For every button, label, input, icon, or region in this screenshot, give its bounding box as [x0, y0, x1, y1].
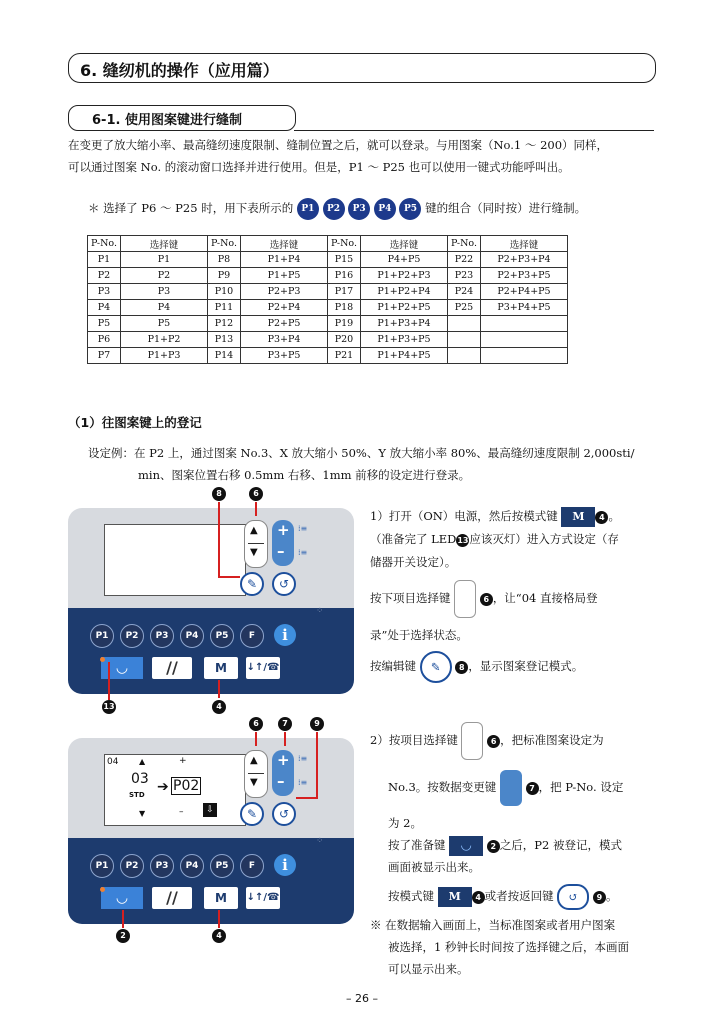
p4-key[interactable]: P4 [180, 624, 204, 648]
lcd-up-arrow-icon: ▲ [139, 757, 146, 766]
combo-note-prefix: ＊ 选择了 P6 ～ P25 时，用下表所示的 [88, 201, 294, 215]
down-arrow-icon: ▼ [250, 777, 258, 788]
header-key: 选择键 [121, 236, 208, 252]
step2-line4 [370, 834, 670, 856]
operation-panel-1 [68, 508, 354, 694]
leader-2 [122, 910, 124, 928]
pno-cell: P9 [208, 268, 241, 284]
lcd-item-number: 04 [107, 757, 119, 767]
step1-text: 应该灭灯）进入方式设定（存 [469, 532, 619, 546]
header-key: 选择键 [241, 236, 328, 252]
return-key-inline: ↺ [557, 884, 589, 910]
edit-key[interactable]: ✎ [240, 572, 264, 596]
step2-text: 按了准备键 [388, 838, 446, 852]
key-cell: P2+P4+P5 [481, 284, 568, 300]
intro-paragraph [68, 134, 668, 178]
pno-cell: P6 [88, 332, 121, 348]
leader-6 [255, 502, 257, 516]
table-row [88, 300, 568, 316]
leader-4 [218, 680, 220, 698]
ready-key-inline: ◡ [449, 836, 483, 856]
key-cell: P3+P5 [241, 348, 328, 364]
minus-icon: – [277, 542, 285, 560]
key-cell: P1+P3+P4 [361, 316, 448, 332]
example-line-2: min、图案位置右移 0.5mm 右移、1mm 前移的设定进行登录。 [138, 468, 471, 482]
key-cell: P1+P2+P3 [361, 268, 448, 284]
reset-key[interactable]: // [152, 887, 192, 909]
plus-icon: + [277, 751, 290, 769]
speed-down-icon: ⁞≡ [298, 548, 308, 557]
winder-key[interactable]: ↓↑/☎ [246, 887, 280, 909]
header-pno: P-No. [208, 236, 241, 252]
intro-line-2: 可以通过图案 No. 的滚动窗口选择并进行使用。但是，P1 ～ P25 也可以使用一键式功能呼叫出。 [68, 160, 570, 174]
lcd-screen [104, 524, 246, 596]
step1-line5: 录”处于选择状态。 [370, 628, 468, 642]
lcd-p-number: P02 [173, 778, 200, 794]
pno-cell: P20 [328, 332, 361, 348]
p5-key[interactable]: P5 [210, 624, 234, 648]
p5-key-icon: P5 [399, 198, 421, 220]
step1-text: 按下项目选择键 [370, 591, 451, 605]
ref-6: 6 [487, 735, 500, 748]
step2-text: 2）按项目选择键 [370, 733, 458, 747]
callout-4: 4 [212, 929, 226, 943]
speed-down-icon: ⁞≡ [298, 778, 308, 787]
callout-4: 4 [212, 700, 226, 714]
down-arrow-icon: ▼ [250, 547, 258, 558]
lcd-register-icon: ⇩ [203, 803, 217, 817]
pno-cell: P10 [208, 284, 241, 300]
intro-line-1: 在变更了放大缩小率、最高缝纫速度限制、缝制位置之后，就可以登录。与用图案（No.1 ～ 200）同样， [68, 138, 609, 152]
plus-icon: + [277, 521, 290, 539]
step2-note-3: 可以显示出来。 [388, 962, 469, 976]
p3-key[interactable]: P3 [150, 624, 174, 648]
header-pno: P-No. [328, 236, 361, 252]
ref-8: 8 [455, 661, 468, 674]
step1-text: ，显示图案登记模式。 [468, 659, 584, 673]
p-key-combination-table [87, 235, 568, 364]
edit-key-inline: ✎ [420, 651, 452, 683]
data-change-key-inline [500, 770, 522, 806]
pno-cell: P15 [328, 252, 361, 268]
step1-line6 [370, 651, 660, 683]
key-cell: P1+P4+P5 [361, 348, 448, 364]
step2-text: 按模式键 [388, 889, 434, 903]
pno-cell: P24 [448, 284, 481, 300]
step2-line1 [370, 722, 670, 760]
return-key[interactable]: ↺ [272, 572, 296, 596]
mode-key[interactable]: M [204, 887, 238, 909]
callout-2: 2 [116, 929, 130, 943]
pno-cell: P17 [328, 284, 361, 300]
step2-text: ，把标准图案设定为 [500, 733, 604, 747]
table-row [88, 348, 568, 364]
pno-cell [448, 316, 481, 332]
p1-key-icon: P1 [297, 198, 319, 220]
divider [248, 773, 264, 774]
combo-note [88, 197, 586, 220]
ready-led [100, 887, 105, 892]
table-row [88, 316, 568, 332]
leader-13 [108, 662, 110, 700]
key-cell [481, 332, 568, 348]
callout-8: 8 [212, 487, 226, 501]
step1-text: （准备完了 LED [370, 532, 457, 546]
information-key[interactable]: i [274, 624, 296, 646]
pno-cell: P22 [448, 252, 481, 268]
step1-line3: 储器开关设定）。 [370, 555, 457, 569]
p3-key-icon: P3 [348, 198, 370, 220]
key-cell: P5 [121, 316, 208, 332]
step-2 [370, 722, 670, 980]
lcd-screen [104, 754, 246, 826]
ref-13: 13 [457, 535, 469, 545]
item-select-key[interactable] [244, 520, 268, 568]
registration-subtitle: （1）往图案键上的登记 [68, 415, 202, 430]
callout-6: 6 [249, 487, 263, 501]
step1-text: 1）打开（ON）电源，然后按模式键 [370, 509, 558, 523]
leader-4 [218, 910, 220, 928]
key-cell [481, 348, 568, 364]
minus-icon: – [277, 772, 285, 790]
callout-7: 7 [278, 717, 292, 731]
ref-6: 6 [480, 593, 493, 606]
step2-text: 之后，P2 被登记，模式 [499, 838, 623, 852]
p2-key[interactable]: P2 [120, 854, 144, 878]
reset-key[interactable]: // [152, 657, 192, 679]
panel-key-area [68, 608, 354, 694]
lcd-down-arrow-icon: ▼ [139, 809, 146, 818]
operation-panel-2 [68, 738, 354, 924]
table-row [88, 284, 568, 300]
mode-key-inline: M [438, 887, 472, 907]
key-cell: P1+P3 [121, 348, 208, 364]
step2-note-1: ※ 在数据输入画面上，当标准图案或者用户图案 [370, 918, 616, 932]
p5-key[interactable]: P5 [210, 854, 234, 878]
step-1 [370, 505, 660, 683]
p4-key-icon: P4 [374, 198, 396, 220]
lcd-pattern-number: 03 [131, 771, 149, 787]
ready-led [100, 657, 105, 662]
pno-cell: P19 [328, 316, 361, 332]
step2-text: 或者按返回键 [484, 889, 554, 903]
leader-9-h [296, 797, 318, 799]
pno-cell: P5 [88, 316, 121, 332]
pno-cell: P23 [448, 268, 481, 284]
item-select-key-inline [454, 580, 476, 618]
data-change-key[interactable] [272, 750, 294, 796]
callout-6: 6 [249, 717, 263, 731]
header-key: 选择键 [481, 236, 568, 252]
table-row [88, 332, 568, 348]
lcd-plus-icon: + [179, 756, 187, 766]
pno-cell: P16 [328, 268, 361, 284]
step2-text: No.3。按数据变更键 [388, 780, 497, 794]
sensor-dots: ⁘ [316, 606, 324, 616]
winder-key[interactable]: ↓↑/☎ [246, 657, 280, 679]
lcd-std-label: STD [129, 791, 145, 799]
f-key[interactable]: F [240, 624, 264, 648]
key-cell: P2+P5 [241, 316, 328, 332]
ready-key[interactable]: ◡ [101, 887, 143, 909]
sensor-dots: ⁘ [316, 836, 324, 846]
pno-cell: P14 [208, 348, 241, 364]
ref-9: 9 [593, 891, 606, 904]
step1-text: ，让“04 直接格局登 [492, 591, 598, 605]
p4-key[interactable]: P4 [180, 854, 204, 878]
mode-key[interactable]: M [204, 657, 238, 679]
pno-cell: P21 [328, 348, 361, 364]
pno-cell: P7 [88, 348, 121, 364]
section-title: 6. 缝纫机的操作（应用篇） [80, 61, 279, 80]
step1-line2 [370, 528, 660, 551]
ref-4: 4 [472, 891, 485, 904]
item-select-key-inline [461, 722, 483, 760]
key-cell [481, 316, 568, 332]
key-cell: P3+P4 [241, 332, 328, 348]
pno-cell: P3 [88, 284, 121, 300]
key-cell: P2+P3 [241, 284, 328, 300]
key-cell: P1 [121, 252, 208, 268]
pno-cell: P1 [88, 252, 121, 268]
key-cell: P1+P2+P4 [361, 284, 448, 300]
pno-cell: P4 [88, 300, 121, 316]
step2-text: ，把 P-No. 设定 [538, 780, 624, 794]
pno-cell: P2 [88, 268, 121, 284]
step2-line5: 画面被显示出来。 [388, 860, 480, 874]
pno-cell [448, 332, 481, 348]
lcd-arrow-icon: ➔ [157, 779, 169, 795]
key-cell: P1+P4 [241, 252, 328, 268]
information-key[interactable]: i [274, 854, 296, 876]
step1-line1 [370, 505, 660, 528]
divider [248, 543, 264, 544]
pno-cell: P8 [208, 252, 241, 268]
header-key: 选择键 [361, 236, 448, 252]
leader-8-h [218, 576, 240, 578]
key-cell: P3 [121, 284, 208, 300]
step1-text: 。 [608, 509, 620, 523]
data-change-key[interactable] [272, 520, 294, 566]
table-row [88, 252, 568, 268]
key-cell: P2+P4 [241, 300, 328, 316]
return-key[interactable]: ↺ [272, 802, 296, 826]
p3-key[interactable]: P3 [150, 854, 174, 878]
page-number: – 26 – [346, 992, 378, 1005]
lcd-minus-icon: – [179, 807, 184, 817]
p2-key-icon: P2 [323, 198, 345, 220]
key-cell: P2+P3+P4 [481, 252, 568, 268]
step2-note-2: 被选择，1 秒钟长时间按了选择键之后，本画面 [388, 940, 629, 954]
key-cell: P4+P5 [361, 252, 448, 268]
pno-cell [448, 348, 481, 364]
step2-line2 [370, 770, 670, 806]
key-cell: P1+P5 [241, 268, 328, 284]
key-cell: P1+P2 [121, 332, 208, 348]
callout-9: 9 [310, 717, 324, 731]
ready-key[interactable]: ◡ [101, 657, 143, 679]
header-pno: P-No. [448, 236, 481, 252]
subsection-rule [294, 130, 654, 131]
pno-cell: P18 [328, 300, 361, 316]
key-cell: P1+P3+P5 [361, 332, 448, 348]
item-select-key[interactable] [244, 750, 268, 798]
pno-cell: P11 [208, 300, 241, 316]
up-arrow-icon: ▲ [250, 525, 258, 536]
key-cell: P2+P3+P5 [481, 268, 568, 284]
step2-line3: 为 2。 [388, 816, 422, 830]
key-cell: P4 [121, 300, 208, 316]
callout-13: 13 [102, 700, 116, 714]
key-cell: P1+P2+P5 [361, 300, 448, 316]
pno-cell: P25 [448, 300, 481, 316]
leader-6 [255, 732, 257, 746]
panel-key-area [68, 838, 354, 924]
speed-up-icon: ⁞≡ [298, 524, 308, 533]
p2-key[interactable]: P2 [120, 624, 144, 648]
ref-4: 4 [595, 511, 608, 524]
pno-cell: P13 [208, 332, 241, 348]
leader-7 [284, 732, 286, 746]
step2-text: 。 [605, 889, 618, 903]
edit-key[interactable]: ✎ [240, 802, 264, 826]
subsection-title: 6-1. 使用图案键进行缝制 [92, 113, 242, 128]
combo-note-suffix: 键的组合（同时按）进行缝制。 [425, 201, 587, 215]
speed-up-icon: ⁞≡ [298, 754, 308, 763]
header-pno: P-No. [88, 236, 121, 252]
step1-text: 按编辑键 [370, 659, 416, 673]
leader-8 [218, 502, 220, 577]
table-row [88, 268, 568, 284]
table-header-row [88, 236, 568, 252]
key-cell: P2 [121, 268, 208, 284]
p1-key[interactable]: P1 [90, 624, 114, 648]
ref-2: 2 [487, 840, 500, 853]
step1-line4 [370, 580, 660, 618]
key-cell: P3+P4+P5 [481, 300, 568, 316]
leader-9 [316, 732, 318, 798]
mode-key-inline: M [561, 507, 595, 527]
p1-key[interactable]: P1 [90, 854, 114, 878]
step2-line6 [370, 884, 670, 910]
ref-7: 7 [526, 782, 539, 795]
example-line-1: 设定例：在 P2 上，通过图案 No.3、X 放大缩小 50%、Y 放大缩小率 80%、最高缝纫速度限制 2,000sti/ [88, 446, 635, 460]
pno-cell: P12 [208, 316, 241, 332]
f-key[interactable]: F [240, 854, 264, 878]
up-arrow-icon: ▲ [250, 755, 258, 766]
